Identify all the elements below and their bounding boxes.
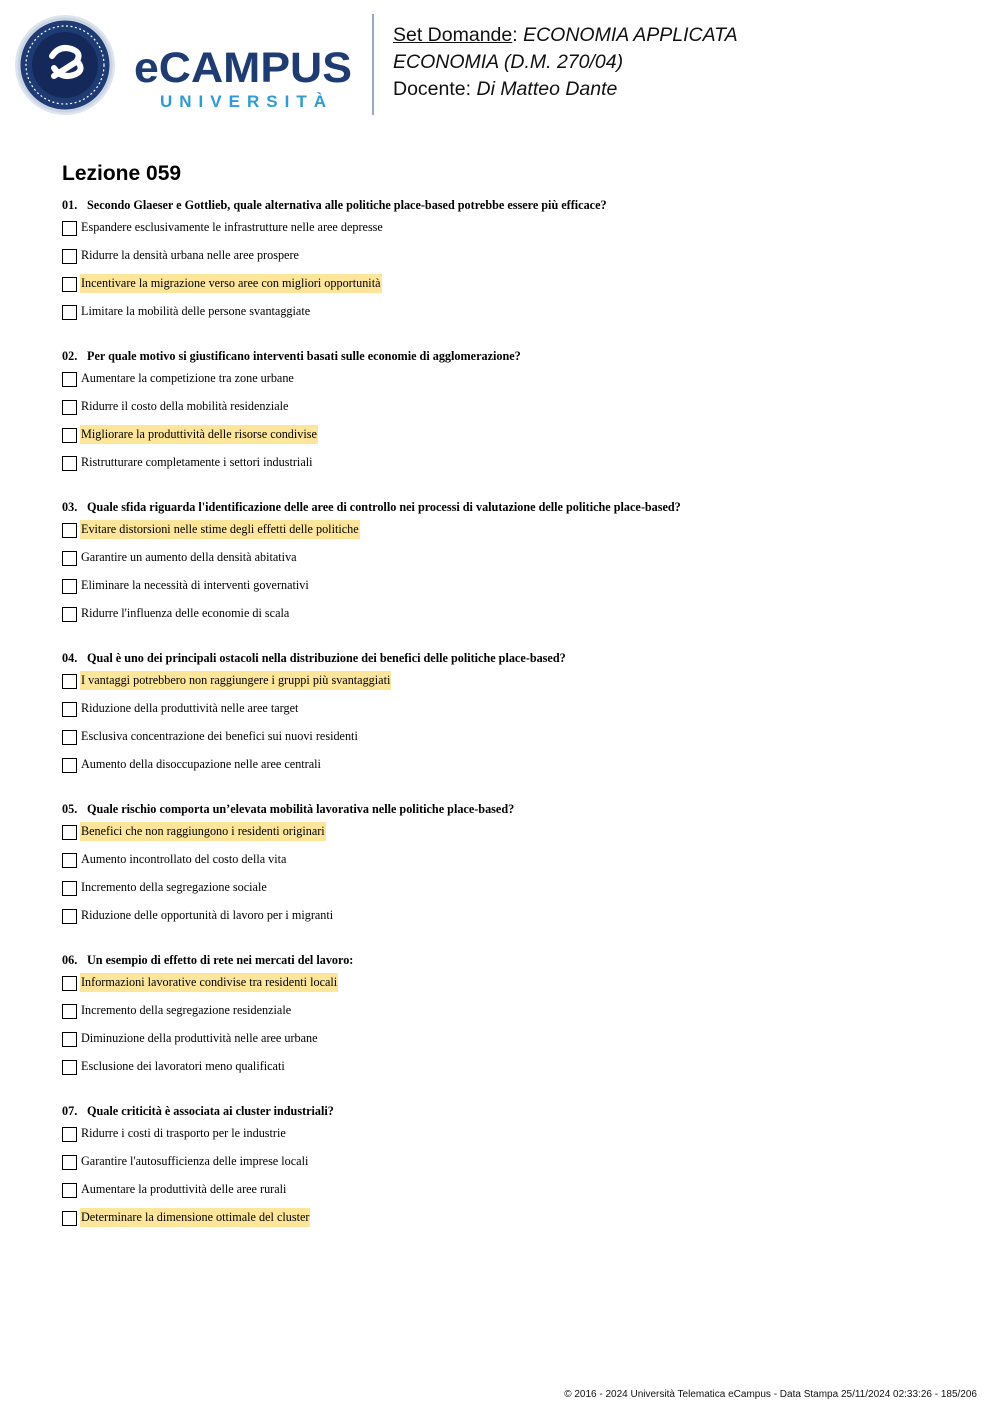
checkbox[interactable] <box>62 428 77 443</box>
option-text: Limitare la mobilità delle persone svantaggiate <box>81 304 311 318</box>
set-label: Set Domande <box>393 24 513 46</box>
checkbox[interactable] <box>62 523 77 538</box>
option-text: Incremento della segregazione sociale <box>81 880 267 894</box>
question-number: 04. <box>62 651 78 665</box>
checkbox[interactable] <box>62 372 77 387</box>
answer-option[interactable] <box>62 1001 962 1029</box>
option-text: Aumentare la produttività delle aree rurali <box>81 1182 287 1196</box>
checkbox[interactable] <box>62 1211 77 1226</box>
option-text: Aumento incontrollato del costo della vita <box>81 852 287 866</box>
document-header <box>0 0 1000 130</box>
checkbox[interactable] <box>62 221 77 236</box>
question-text: Per quale motivo si giustificano interventi basati sulle economie di agglomerazione? <box>87 349 521 363</box>
answer-option[interactable] <box>62 576 962 604</box>
lesson-title: Lezione 059 <box>62 162 182 185</box>
option-text: Ridurre l'influenza delle economie di scala <box>81 606 290 620</box>
option-text: Esclusione dei lavoratori meno qualificati <box>81 1059 285 1073</box>
question-text: Un esempio di effetto di rete nei mercati del lavoro: <box>87 953 354 967</box>
answer-option[interactable] <box>62 604 962 632</box>
option-text: Espandere esclusivamente le infrastrutture nelle aree depresse <box>81 220 383 234</box>
checkbox[interactable] <box>62 853 77 868</box>
checkbox[interactable] <box>62 674 77 689</box>
answer-option[interactable] <box>62 274 962 302</box>
question <box>62 649 962 800</box>
answer-option[interactable] <box>62 1208 962 1236</box>
checkbox[interactable] <box>62 249 77 264</box>
logo-subtitle: UNIVERSITÀ <box>160 92 326 111</box>
question <box>62 347 962 498</box>
question-text: Quale sfida riguarda l'identificazione delle aree di controllo nei processi di valutazione delle politiche place-based? <box>87 500 681 514</box>
option-text: Garantire l'autosufficienza delle imprese locali <box>81 1154 309 1168</box>
checkbox[interactable] <box>62 1004 77 1019</box>
teacher-name: Di Matteo Dante <box>476 78 618 100</box>
question-text: Qual è uno dei principali ostacoli nella distribuzione dei benefici delle politiche place-based? <box>87 651 566 665</box>
answer-option[interactable] <box>62 1180 962 1208</box>
option-text: Riduzione delle opportunità di lavoro per i migranti <box>81 908 334 922</box>
answer-option[interactable] <box>62 302 962 330</box>
answer-option[interactable] <box>62 453 962 481</box>
question-number: 02. <box>62 349 78 363</box>
question <box>62 951 962 1102</box>
answer-option[interactable] <box>62 369 962 397</box>
option-text: Ristrutturare completamente i settori industriali <box>81 455 313 469</box>
question-number: 06. <box>62 953 78 967</box>
question-number: 07. <box>62 1104 78 1118</box>
question-text: Quale criticità è associata ai cluster industriali? <box>87 1104 334 1118</box>
checkbox[interactable] <box>62 1155 77 1170</box>
option-text-highlighted: Determinare la dimensione ottimale del cluster <box>80 1208 310 1227</box>
option-text: Aumentare la competizione tra zone urbane <box>81 371 294 385</box>
answer-option[interactable] <box>62 425 962 453</box>
checkbox[interactable] <box>62 976 77 991</box>
answer-option[interactable] <box>62 850 962 878</box>
option-text: Riduzione della produttività nelle aree target <box>81 701 299 715</box>
checkbox[interactable] <box>62 881 77 896</box>
answer-option[interactable] <box>62 906 962 934</box>
option-text: Garantire un aumento della densità abitativa <box>81 550 297 564</box>
checkbox[interactable] <box>62 825 77 840</box>
option-text-highlighted: Informazioni lavorative condivise tra residenti locali <box>80 973 338 992</box>
answer-option[interactable] <box>62 671 962 699</box>
option-text: Diminuzione della produttività nelle aree urbane <box>81 1031 318 1045</box>
answer-option[interactable] <box>62 727 962 755</box>
answer-option[interactable] <box>62 973 962 1001</box>
option-text: Eliminare la necessità di interventi governativi <box>81 578 309 592</box>
question-number: 03. <box>62 500 78 514</box>
answer-option[interactable] <box>62 218 962 246</box>
answer-option[interactable] <box>62 878 962 906</box>
checkbox[interactable] <box>62 277 77 292</box>
set-value: ECONOMIA APPLICATA <box>523 24 738 46</box>
answer-option[interactable] <box>62 520 962 548</box>
option-text-highlighted: Benefici che non raggiungono i residenti originari <box>80 822 326 841</box>
option-text-highlighted: Migliorare la produttività delle risorse condivise <box>80 425 318 444</box>
answer-option[interactable] <box>62 699 962 727</box>
question-number: 01. <box>62 198 78 212</box>
question-text: Quale rischio comporta un’elevata mobilità lavorativa nelle politiche place-based? <box>87 802 515 816</box>
option-text: Ridurre il costo della mobilità residenziale <box>81 399 289 413</box>
answer-option[interactable] <box>62 1029 962 1057</box>
print-footer: © 2016 - 2024 Università Telematica eCampus - Data Stampa 25/11/2024 02:33:26 - 185/206 <box>564 1389 977 1400</box>
option-text-highlighted: I vantaggi potrebbero non raggiungere i gruppi più svantaggiati <box>80 671 391 690</box>
checkbox[interactable] <box>62 456 77 471</box>
question-list <box>62 196 962 1253</box>
answer-option[interactable] <box>62 246 962 274</box>
checkbox[interactable] <box>62 1032 77 1047</box>
ecampus-logo <box>14 14 354 116</box>
checkbox[interactable] <box>62 758 77 773</box>
option-text-highlighted: Incentivare la migrazione verso aree con migliori opportunità <box>80 274 382 293</box>
question-number: 05. <box>62 802 78 816</box>
question-text: Secondo Glaeser e Gottlieb, quale alternativa alle politiche place-based potrebbe essere più efficace? <box>87 198 607 212</box>
checkbox[interactable] <box>62 579 77 594</box>
option-text: Esclusiva concentrazione dei benefici sui nuovi residenti <box>81 729 358 743</box>
checkbox[interactable] <box>62 305 77 320</box>
answer-option[interactable] <box>62 822 962 850</box>
question <box>62 800 962 951</box>
answer-option[interactable] <box>62 1152 962 1180</box>
checkbox[interactable] <box>62 400 77 415</box>
checkbox[interactable] <box>62 551 77 566</box>
answer-option[interactable] <box>62 548 962 576</box>
answer-option[interactable] <box>62 397 962 425</box>
question <box>62 498 962 649</box>
set-row: Set Domande: ECONOMIA APPLICATA <box>393 24 738 46</box>
header-divider <box>372 14 374 115</box>
checkbox[interactable] <box>62 1183 77 1198</box>
answer-option[interactable] <box>62 1057 962 1085</box>
checkbox[interactable] <box>62 607 77 622</box>
question <box>62 196 962 347</box>
option-text: Aumento della disoccupazione nelle aree centrali <box>81 757 321 771</box>
option-text: Ridurre i costi di trasporto per le industrie <box>81 1126 286 1140</box>
answer-option[interactable] <box>62 755 962 783</box>
course-name: ECONOMIA (D.M. 270/04) <box>393 51 624 73</box>
logo-wordmark: eCAMPUS <box>134 44 352 92</box>
checkbox[interactable] <box>62 1127 77 1142</box>
checkbox[interactable] <box>62 909 77 924</box>
teacher-row <box>393 76 738 103</box>
answer-option[interactable] <box>62 1124 962 1152</box>
course-info <box>393 22 738 103</box>
option-text: Ridurre la densità urbana nelle aree prospere <box>81 248 299 262</box>
option-text-highlighted: Evitare distorsioni nelle stime degli effetti delle politiche <box>80 520 360 539</box>
question <box>62 1102 962 1253</box>
checkbox[interactable] <box>62 1060 77 1075</box>
checkbox[interactable] <box>62 702 77 717</box>
teacher-label: Docente: <box>393 78 472 100</box>
checkbox[interactable] <box>62 730 77 745</box>
option-text: Incremento della segregazione residenziale <box>81 1003 292 1017</box>
